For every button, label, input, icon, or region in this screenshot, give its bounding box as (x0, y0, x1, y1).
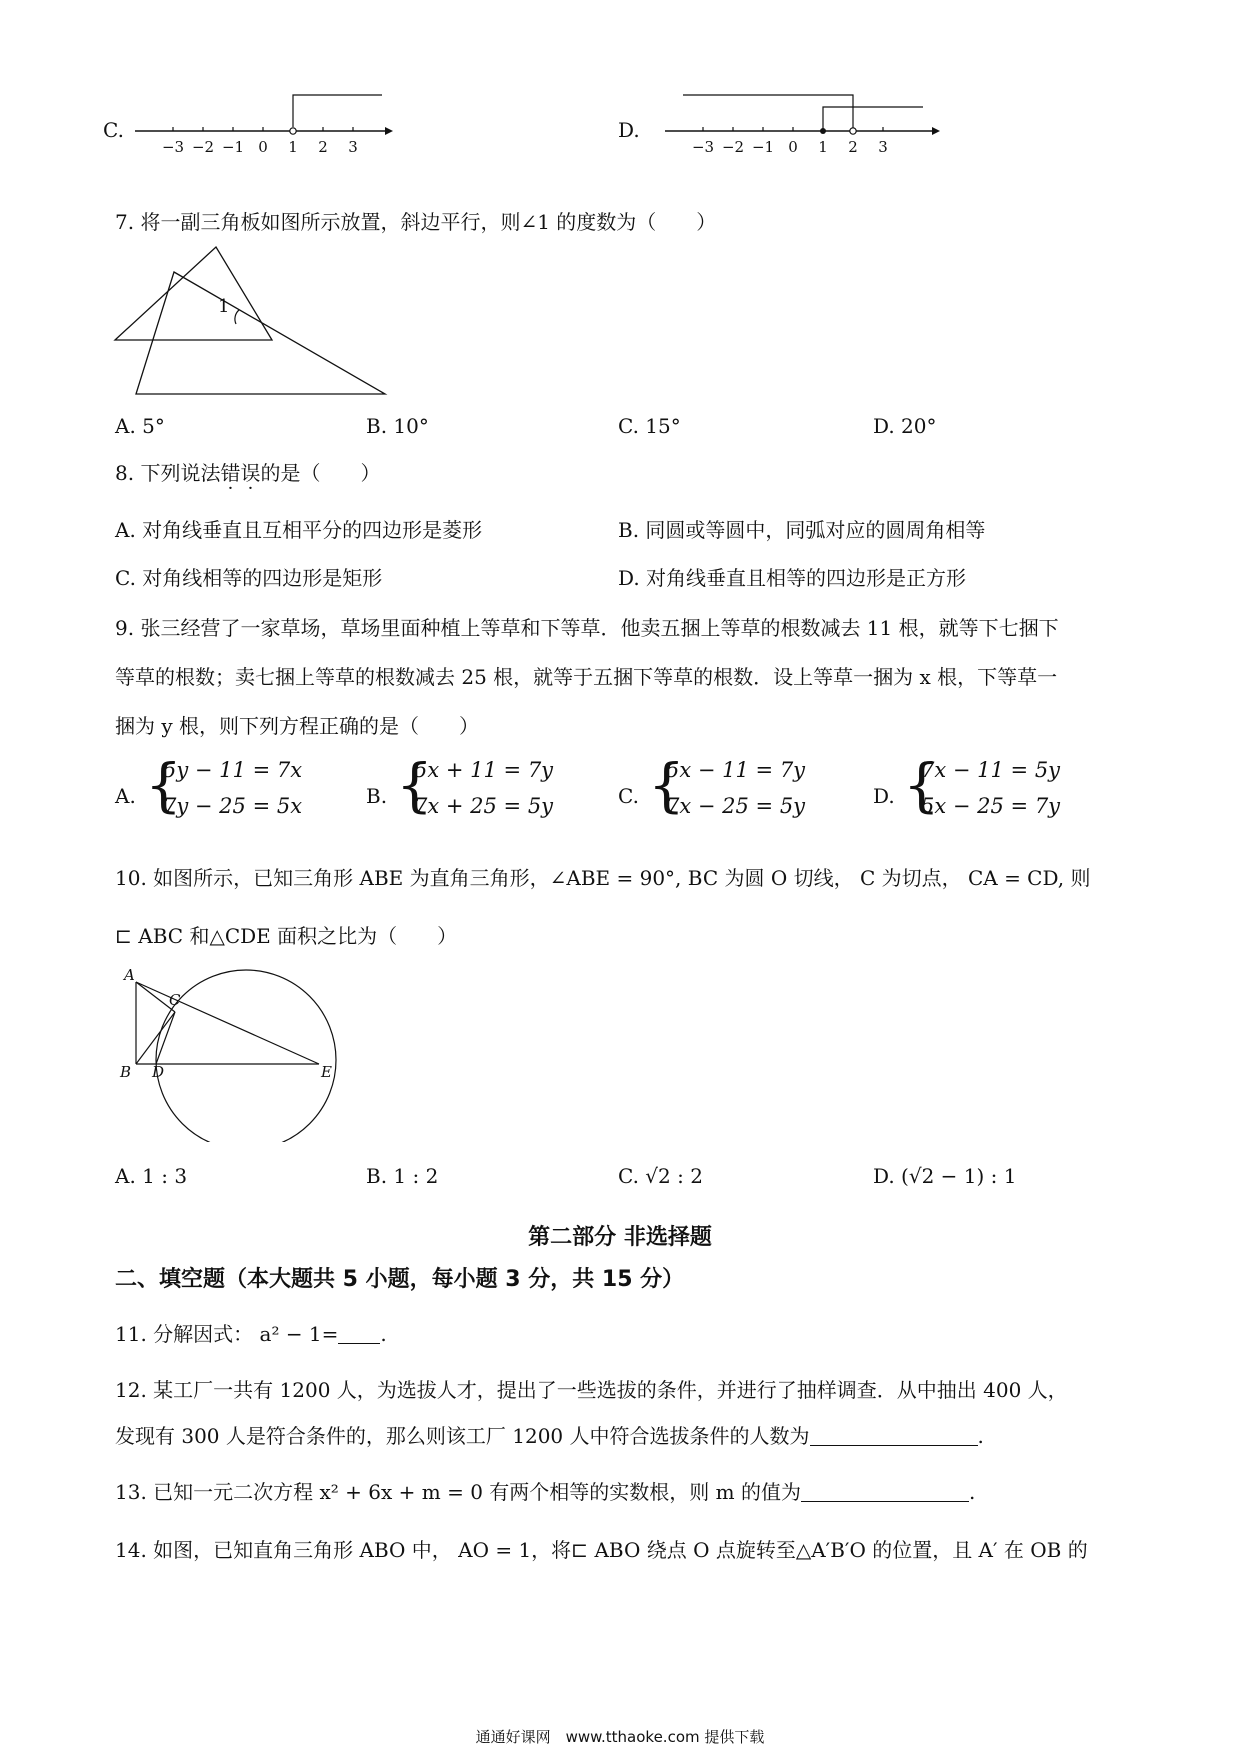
angle-1-label: 1 (218, 296, 230, 317)
q6-option-d-label: D. (618, 118, 640, 142)
tick-label: −2 (191, 138, 215, 156)
q7-option-c: C. 15° (618, 414, 681, 438)
q10-option-b: B. 1 : 2 (366, 1164, 439, 1188)
q10-line-1: 10. 如图所示，已知三角形 ABE 为直角三角形，∠ABE = 90°, BC 为圆 O 切线， C 为切点， CA = CD, 则 (115, 866, 1091, 890)
point-a-label: A (124, 966, 135, 984)
q9-line-2: 等草的根数；卖七捆上等草的根数减去 25 根，就等于五捆下等草的根数．设上等草一捆为 x 根，下等草一 (115, 665, 1058, 689)
q12-line-1: 12. 某工厂一共有 1200 人，为选拔人才，提出了一些选拔的条件，并进行了抽样调查．从中抽出 400 人， (115, 1378, 1068, 1402)
tick-label: 2 (318, 138, 328, 156)
tick-label: −3 (161, 138, 185, 156)
q9-option-b-label: B. (366, 784, 388, 808)
q9-option-a-label: A. (115, 784, 136, 808)
point-e-label: E (321, 1063, 332, 1081)
tick-label: 3 (878, 138, 888, 156)
section-fill-in-heading: 二、填空题（本大题共 5 小题，每小题 3 分，共 15 分） (115, 1267, 685, 1292)
q8-option-c: C. 对角线相等的四边形是矩形 (115, 566, 383, 590)
q14: 14. 如图，已知直角三角形 ABO 中， AO = 1，将⊏ ABO 绕点 O 点旋转至△A′B′O 的位置，且 A′ 在 OB 的 (115, 1538, 1088, 1562)
q6-option-d-number-line (660, 88, 950, 158)
q10-option-d: D. (√2 − 1) : 1 (873, 1164, 1017, 1188)
tick-label: 1 (818, 138, 828, 156)
q10-circle-figure (112, 962, 372, 1142)
q6-option-c-number-line (130, 88, 400, 158)
q9-line-1: 9. 张三经营了一家草场，草场里面种植上等草和下等草．他卖五捆上等草的根数减去 11 根，就等下七捆下 (115, 616, 1059, 640)
q7-stem: 7. 将一副三角板如图所示放置，斜边平行，则∠1 的度数为（ ） (115, 210, 717, 234)
tick-label: 3 (348, 138, 358, 156)
tick-label: 0 (788, 138, 798, 156)
tick-label: −1 (221, 138, 245, 156)
q8-option-b: B. 同圆或等圆中，同弧对应的圆周角相等 (618, 518, 986, 542)
tick-label: −1 (751, 138, 775, 156)
q9-line-3: 捆为 y 根，则下列方程正确的是（ ） (115, 714, 480, 738)
q7-option-b: B. 10° (366, 414, 429, 438)
answer-blank (338, 1325, 380, 1344)
q8-stem: 8. 下列说法错误的是（ ） (115, 461, 381, 485)
q7-triangle-figure (110, 242, 400, 402)
tick-label: −3 (691, 138, 715, 156)
q6-option-c-label: C. (103, 118, 124, 142)
tick-label: 1 (288, 138, 298, 156)
q8-option-d: D. 对角线垂直且相等的四边形是正方形 (618, 566, 967, 590)
q9-option-d-label: D. (873, 784, 895, 808)
tick-label: 0 (258, 138, 268, 156)
q7-option-d: D. 20° (873, 414, 937, 438)
emphasis-char: 误 (240, 461, 261, 485)
tick-label: 2 (848, 138, 858, 156)
page-footer: 通通好课网 www.tthaoke.com 提供下载 (475, 1728, 765, 1746)
q11: 11. 分解因式： a² − 1= . (115, 1322, 387, 1346)
q12-line-2: 发现有 300 人是符合条件的，那么则该工厂 1200 人中符合选拔条件的人数为 . (115, 1424, 984, 1448)
part-two-title: 第二部分 非选择题 (528, 1225, 712, 1250)
q10-option-c: C. √2 : 2 (618, 1164, 703, 1188)
point-d-label: D (152, 1063, 165, 1081)
q10-line-2: ⊏ ABC 和△CDE 面积之比为（ ） (115, 924, 458, 948)
point-b-label: B (120, 1063, 132, 1081)
emphasis-char: 错 (220, 461, 241, 485)
q9-option-c-label: C. (618, 784, 639, 808)
answer-blank (810, 1427, 978, 1446)
tick-label: −2 (721, 138, 745, 156)
answer-blank (801, 1483, 969, 1502)
point-c-label: C (169, 991, 181, 1009)
q13: 13. 已知一元二次方程 x² + 6x + m = 0 有两个相等的实数根，则 m 的值为 . (115, 1480, 976, 1504)
q7-option-a: A. 5° (115, 414, 165, 438)
q10-option-a: A. 1 : 3 (115, 1164, 188, 1188)
q8-option-a: A. 对角线垂直且互相平分的四边形是菱形 (115, 518, 483, 542)
